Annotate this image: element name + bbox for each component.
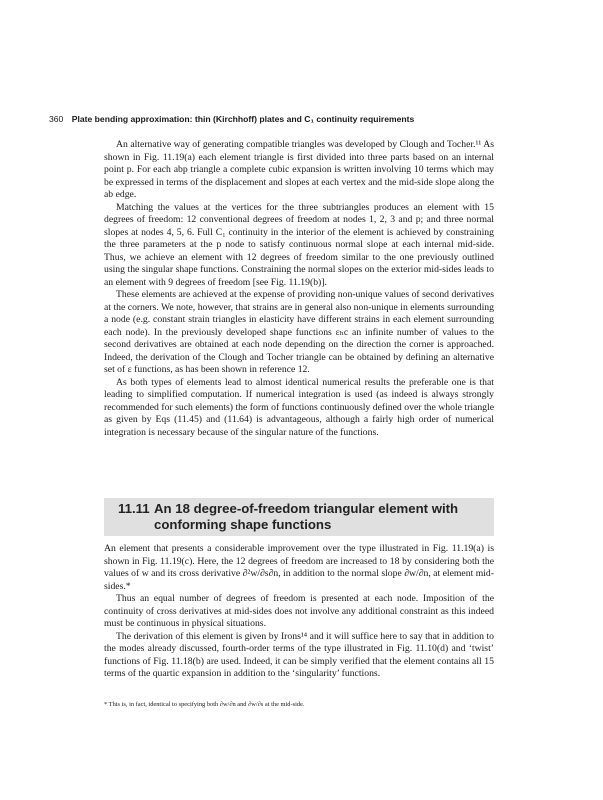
section-heading bbox=[118, 501, 478, 533]
running-head-title: Plate bending approximation: thin (Kirchhoff) plates and C₁ continuity requirements bbox=[71, 114, 415, 124]
paragraph: An alternative way of generating compatible triangles was developed by Clough and Tocher.¹¹ As shown in Fig. 11.19(a) each element triangle is first divided into three parts based on an internal point p. For each abp triangle a complete cubic expansion is written involving 10 terms which may be expressed in terms of the displacement and slopes at each vertex and the mid-side slope along the ab edge. bbox=[104, 139, 494, 200]
paragraph: An element that presents a considerable improvement over the type illustrated in Fig. 11.19(a) is shown in Fig. 11.19(c). Here, the 12 degrees of freedom are increased to 18 by considering both the values of w and its cross derivative ∂²w/∂s∂n, in addition to the normal slope ∂w/∂n, at element mid-sides.* bbox=[104, 543, 494, 592]
paragraph: As both types of elements lead to almost identical numerical results the preferable one is that leading to simplified computation. If numerical integration is used (as indeed is always strongly recommended for such elements) the form of functions continuously defined over the whole triangle as given by Eqs (11.45) and (11.64) is advantageous, although a fairly high order of numerical integration is necessary because of the singular nature of the functions. bbox=[104, 376, 494, 438]
page-number: 360 bbox=[49, 114, 64, 124]
footnote: * This is, in fact, identical to specifying both ∂w/∂n and ∂w/∂s at the mid-side. bbox=[104, 701, 305, 708]
running-head bbox=[49, 113, 549, 125]
body-text-top bbox=[104, 139, 494, 439]
section-number: 11.11 bbox=[118, 501, 150, 516]
section-title-line1: An 18 degree-of-freedom triangular element with bbox=[154, 501, 459, 516]
body-text-section bbox=[104, 543, 494, 681]
section-title-line2: conforming shape functions bbox=[154, 517, 332, 532]
footnote-rule bbox=[104, 697, 494, 698]
paragraph: Matching the values at the vertices for the three subtriangles produces an element with 15 degrees of freedom: 12 conventional degrees of freedom at nodes 1, 2, 3 and p; and three normal slopes at nodes 4, 5, 6. Full C₁ continuity in the interior of the element is achieved by constraining the three parameters at the p node to satisfy continuous normal slope at each internal mid-side. Thus, we achieve an element with 12 degrees of freedom similar to the one previously outlined using the singular shape functions. Constraining the normal slopes on the exterior mid-sides leads to an element with 9 degrees of freedom [see Fig. 11.19(b)]. bbox=[104, 201, 494, 288]
paragraph: These elements are achieved at the expense of providing non-unique values of second derivatives at the corners. We note, however, that strains are in general also non-unique in elements surrounding a node (e.g. constant strain triangles in elasticity have different strains in each element surrounding each node). In the previously developed shape functions εₕc an infinite number of values to the second derivatives are obtained at each node depending on the direction the corner is approached. Indeed, the derivation of the Clough and Tocher triangle can be obtained by defining an alternative set of ε functions, as has been shown in reference 12. bbox=[104, 289, 494, 375]
paragraph: Thus an equal number of degrees of freedom is presented at each node. Imposition of the continuity of cross derivatives at mid-sides does not involve any additional constraint as this indeed must be continuous in physical situations. bbox=[104, 593, 494, 629]
paragraph: The derivation of this element is given by Irons¹⁴ and it will suffice here to say that in addition to the modes already discussed, fourth-order terms of the type illustrated in Fig. 11.10(d) and ‘twist’ functions of Fig. 11.18(b) are used. Indeed, it can be simply verified that the element contains all 15 terms of the quartic expansion in addition to the ‘singularity’ functions. bbox=[104, 630, 494, 679]
